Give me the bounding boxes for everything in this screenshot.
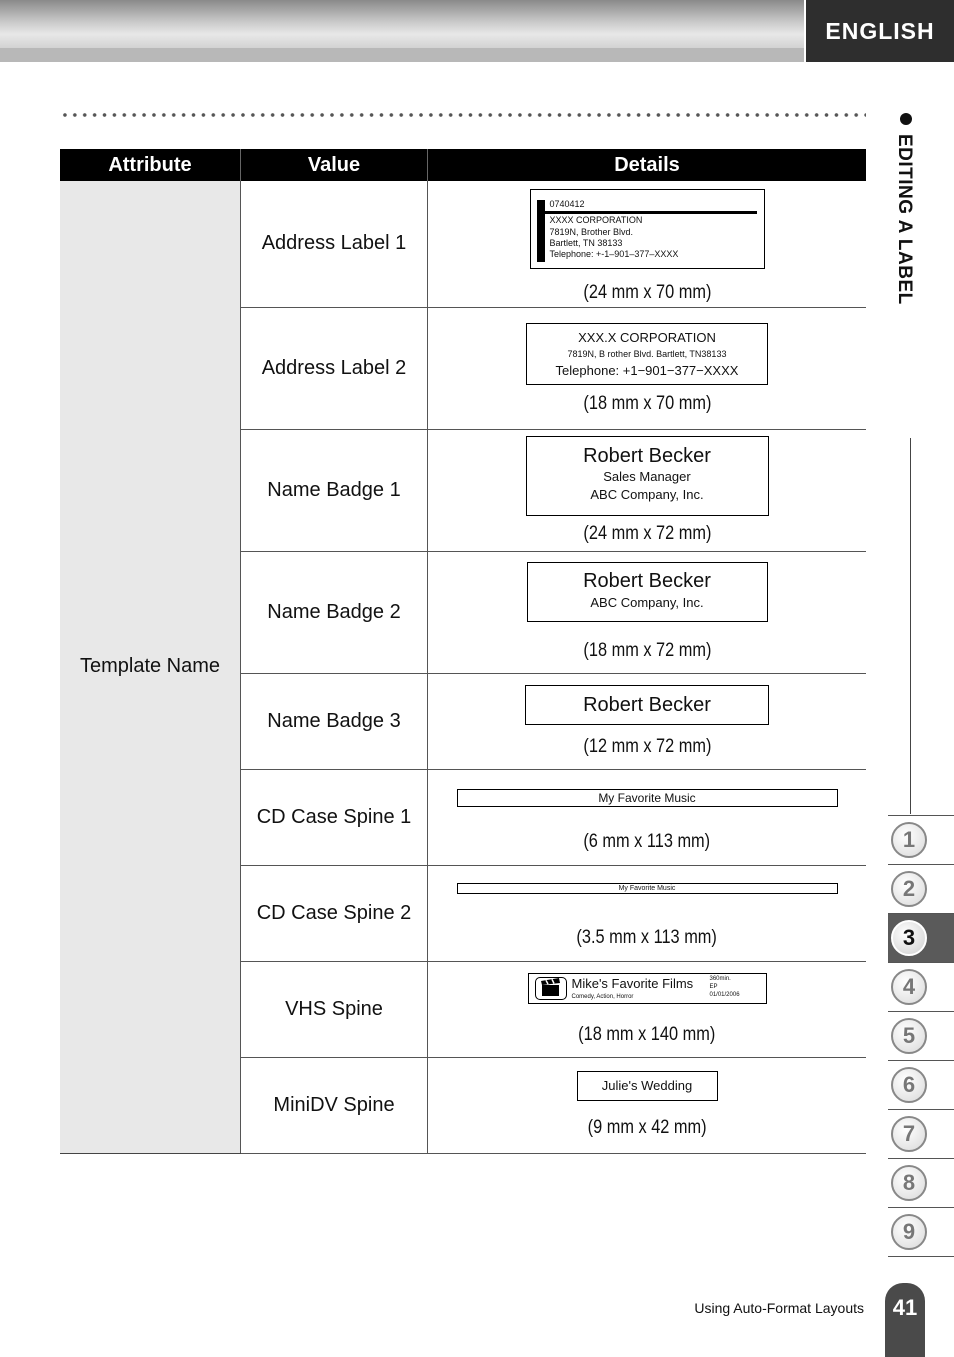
label-line: Telephone: +1−901−377−XXXX	[555, 363, 739, 378]
label-size: (3.5 mm x 113 mm)	[576, 927, 718, 948]
chapter-tab[interactable]	[888, 1060, 954, 1109]
chapter-tab[interactable]	[888, 1011, 954, 1060]
label-line: Comedy, Action, Horror	[571, 993, 634, 1000]
chapter-tab[interactable]	[888, 1109, 954, 1158]
chapter-tab[interactable]	[888, 962, 954, 1011]
attribute-cell: Template Name	[60, 181, 241, 1153]
label-preview	[577, 1071, 718, 1101]
chapter-tab[interactable]	[888, 815, 954, 864]
details-cell	[428, 429, 867, 551]
label-line: XXXX CORPORATION	[549, 215, 643, 226]
label-preview	[530, 189, 765, 269]
table-row	[60, 181, 866, 307]
chapter-number: 6	[891, 1067, 927, 1103]
label-line: 360min.	[709, 975, 731, 982]
chapter-number: 8	[891, 1165, 927, 1201]
chapter-tab-active[interactable]	[888, 913, 954, 962]
label-size: (24 mm x 70 mm)	[582, 282, 712, 304]
chapter-tab[interactable]	[888, 1207, 954, 1257]
details-cell	[428, 961, 867, 1057]
details-cell	[428, 1057, 867, 1153]
value-cell: Name Badge 1	[241, 429, 428, 551]
label-line: My Favorite Music	[598, 791, 696, 805]
header-value: Value	[241, 149, 428, 181]
label-line: ABC Company, Inc.	[590, 486, 704, 502]
label-size: (18 mm x 72 mm)	[582, 640, 712, 661]
chapter-number: 3	[891, 920, 927, 956]
label-preview	[525, 685, 769, 725]
dotted-divider	[60, 112, 866, 118]
side-divider	[910, 438, 911, 814]
header-details: Details	[428, 149, 867, 181]
label-line: Robert Becker	[583, 570, 711, 592]
label-preview	[528, 973, 767, 1004]
label-line: EP	[709, 983, 718, 990]
chapter-number: 7	[891, 1116, 927, 1152]
label-size: (18 mm x 140 mm)	[578, 1023, 716, 1045]
label-line: Julie's Wedding	[601, 1078, 693, 1093]
clapperboard-icon	[535, 977, 567, 1000]
label-line: 7819N, Brother Blvd.	[549, 227, 634, 238]
header-banner	[0, 0, 804, 62]
label-preview	[526, 323, 768, 385]
value-cell: CD Case Spine 2	[241, 865, 428, 961]
header-attribute: Attribute	[60, 149, 241, 181]
label-marker	[537, 200, 545, 262]
chapter-number: 2	[891, 871, 927, 907]
label-line: Robert Becker	[583, 693, 711, 716]
label-line: 01/01/2006	[709, 991, 740, 998]
bullet-icon	[900, 113, 912, 125]
value-cell: Address Label 1	[241, 181, 428, 307]
value-cell: VHS Spine	[241, 961, 428, 1057]
value-cell: Address Label 2	[241, 307, 428, 429]
language-tab: ENGLISH	[806, 0, 954, 62]
details-cell	[428, 181, 867, 307]
label-size: (18 mm x 70 mm)	[582, 393, 712, 414]
chapter-index	[888, 815, 954, 1257]
chapter-number: 4	[891, 969, 927, 1005]
label-rule	[545, 211, 757, 214]
chapter-number: 9	[891, 1214, 927, 1250]
chapter-number: 1	[891, 822, 927, 858]
label-line: Sales Manager	[603, 468, 691, 484]
label-line: Mike's Favorite Films	[571, 975, 694, 991]
value-cell: Name Badge 2	[241, 551, 428, 673]
label-size: (24 mm x 72 mm)	[582, 522, 712, 544]
label-preview	[526, 436, 769, 516]
value-cell: Name Badge 3	[241, 673, 428, 769]
label-line: Telephone: +-1–901–377–XXXX	[549, 249, 679, 260]
value-cell: MiniDV Spine	[241, 1057, 428, 1153]
details-cell	[428, 551, 867, 673]
label-preview	[457, 883, 838, 894]
details-cell	[428, 307, 867, 429]
section-title: EDITING A LABEL	[894, 134, 915, 305]
label-preview	[527, 562, 768, 622]
chapter-number: 5	[891, 1018, 927, 1054]
details-cell	[428, 865, 867, 961]
page-number: 41	[885, 1283, 925, 1357]
label-size: (12 mm x 72 mm)	[582, 735, 712, 757]
label-size: (9 mm x 42 mm)	[587, 1117, 707, 1138]
table-header-row	[60, 149, 866, 181]
label-line: Bartlett, TN 38133	[549, 238, 623, 249]
footer-section-title: Using Auto-Format Layouts	[694, 1300, 864, 1316]
label-line: Robert Becker	[583, 444, 711, 467]
chapter-tab[interactable]	[888, 1158, 954, 1207]
template-table	[60, 149, 866, 1154]
label-line: 0740412	[549, 199, 585, 210]
label-preview	[457, 789, 838, 807]
label-line: XXX.X CORPORATION	[578, 330, 716, 345]
label-size: (6 mm x 113 mm)	[583, 831, 711, 852]
label-line: ABC Company, Inc.	[590, 595, 704, 610]
label-line: My Favorite Music	[618, 885, 676, 892]
label-line: 7819N, B rother Blvd. Bartlett, TN38133	[567, 349, 727, 359]
chapter-tab[interactable]	[888, 864, 954, 913]
value-cell: CD Case Spine 1	[241, 769, 428, 865]
details-cell	[428, 673, 867, 769]
details-cell	[428, 769, 867, 865]
